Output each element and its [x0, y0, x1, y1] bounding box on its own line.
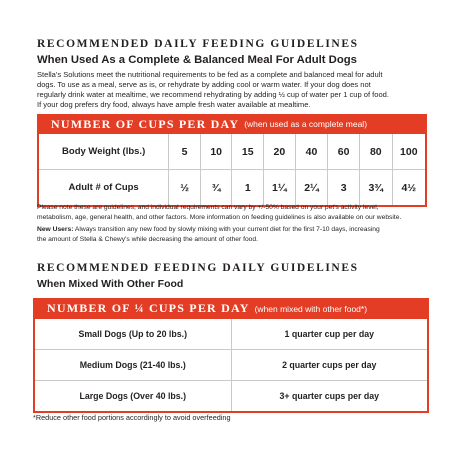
dog-size-cell: Medium Dogs (21-40 lbs.) [34, 350, 231, 381]
guideline-notes [37, 203, 437, 244]
new-users-text: Always transition any new food by slowly mixing with your current diet for the first 7-10 days, increasing [73, 226, 380, 233]
cups-cell: 3¾ [359, 170, 392, 207]
complete-meal-table [37, 134, 427, 207]
weight-row-label: Body Weight (lbs.) [62, 146, 146, 157]
cups-cell: 1¼ [264, 170, 296, 207]
weight-cell: 60 [328, 134, 360, 170]
table-row [34, 350, 428, 381]
portion-cell: 3+ quarter cups per day [231, 381, 428, 413]
paragraph-line: If your dog prefers dry food, always have ample fresh water available at mealtime. [37, 100, 311, 109]
footnote: *Reduce other food portions accordingly to avoid overfeeding [33, 413, 231, 422]
new-users-note [37, 225, 437, 235]
weight-cell: 80 [359, 134, 392, 170]
cups-cell: 3 [328, 170, 360, 207]
mixed-food-table-title: NUMBER OF ¼ CUPS PER DAY [47, 301, 250, 315]
note-line: metabolism, age, general health, and other factors. More information on feeding guidelines is also available on our website. [37, 213, 402, 221]
portion-cell: 1 quarter cup per day [231, 319, 428, 350]
complete-meal-table-title: NUMBER OF CUPS PER DAY [51, 116, 240, 131]
mixed-food-table-subtitle: (when mixed with other food*) [254, 303, 368, 314]
weight-cell: 20 [264, 134, 296, 170]
dog-size-cell: Small Dogs (Up to 20 lbs.) [78, 329, 187, 339]
weight-cell: 5 [169, 134, 201, 170]
weight-cell: 40 [295, 134, 328, 170]
cups-cell: 2¼ [295, 170, 328, 207]
paragraph-line: regularly drink water at mealtime, we recommend rehydrating by adding ½ cup of water per 1 cup of food. [37, 90, 389, 99]
section1-subheading: When Used As a Complete & Balanced Meal For Adult Dogs [37, 54, 357, 66]
table-row [34, 381, 428, 413]
cups-cell: 1 [232, 170, 264, 207]
cups-row [38, 170, 426, 207]
cups-row-label: Adult # of Cups [38, 170, 169, 207]
cups-cell: ¾ [200, 170, 232, 207]
paragraph-line: dogs. To use as a meal, serve as is, or rehydrate by adding cool or warm water. If your dog does not [37, 80, 371, 89]
section2-heading: RECOMMENDED FEEDING DAILY GUIDELINES [37, 262, 359, 274]
new-users-label: New Users: [37, 226, 74, 233]
mixed-food-table-header [33, 298, 429, 319]
section1-heading: RECOMMENDED DAILY FEEDING GUIDELINES [37, 38, 359, 50]
weight-row [38, 134, 426, 170]
table-row [34, 319, 428, 350]
intro-paragraph [37, 70, 437, 110]
mixed-food-table [33, 319, 429, 413]
dog-size-cell: Large Dogs (Over 40 lbs.) [34, 381, 231, 413]
cups-cell: 4½ [392, 170, 426, 207]
cups-cell: ½ [169, 170, 201, 207]
weight-cell: 10 [200, 134, 232, 170]
weight-cell: 15 [232, 134, 264, 170]
complete-meal-table-subtitle: (when used as a complete meal) [244, 119, 368, 129]
weight-cell: 100 [392, 134, 426, 170]
note-line: Please note these are guidelines, and individual requirements can vary by +/-50% based on your pet's activity level, [37, 204, 379, 211]
paragraph-line: Stella's Solutions meet the nutritional requirements to be fed as a complete and balanced meal for adult [37, 70, 383, 79]
new-users-text-continued: the amount of Stella & Chewy's while decreasing the amount of other food. [37, 235, 258, 243]
portion-cell: 2 quarter cups per day [231, 350, 428, 381]
complete-meal-table-header [37, 114, 427, 134]
section2-subheading: When Mixed With Other Food [37, 278, 184, 290]
